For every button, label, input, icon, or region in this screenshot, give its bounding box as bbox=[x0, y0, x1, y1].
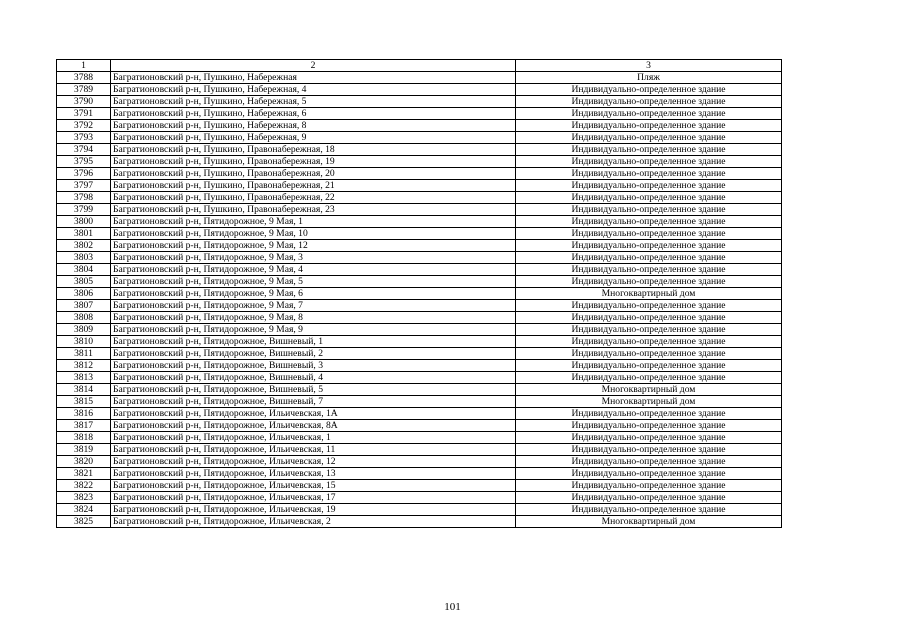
address-cell: Багратионовский р-н, Пятидорожное, 9 Мая, 3 bbox=[111, 252, 516, 264]
object-type-cell: Индивидуально-определенное здание bbox=[516, 492, 782, 504]
object-type-cell: Многоквартирный дом bbox=[516, 288, 782, 300]
address-cell: Багратионовский р-н, Пятидорожное, 9 Мая, 9 bbox=[111, 324, 516, 336]
address-cell: Багратионовский р-н, Пятидорожное, 9 Мая, 8 bbox=[111, 312, 516, 324]
address-cell: Багратионовский р-н, Пятидорожное, Ильичевская, 2 bbox=[111, 516, 516, 528]
row-number-cell: 3802 bbox=[57, 240, 111, 252]
row-number-cell: 3817 bbox=[57, 420, 111, 432]
object-type-cell: Индивидуально-определенное здание bbox=[516, 84, 782, 96]
row-number-cell: 3811 bbox=[57, 348, 111, 360]
table-row bbox=[57, 132, 782, 144]
object-type-cell: Индивидуально-определенное здание bbox=[516, 480, 782, 492]
object-type-cell: Индивидуально-определенное здание bbox=[516, 300, 782, 312]
row-number-cell: 3806 bbox=[57, 288, 111, 300]
row-number-cell: 3794 bbox=[57, 144, 111, 156]
object-type-cell: Индивидуально-определенное здание bbox=[516, 504, 782, 516]
row-number-cell: 3795 bbox=[57, 156, 111, 168]
object-type-cell: Индивидуально-определенное здание bbox=[516, 408, 782, 420]
object-type-cell: Индивидуально-определенное здание bbox=[516, 420, 782, 432]
object-type-cell: Многоквартирный дом bbox=[516, 516, 782, 528]
row-number-cell: 3813 bbox=[57, 372, 111, 384]
row-number-cell: 3809 bbox=[57, 324, 111, 336]
table-row bbox=[57, 456, 782, 468]
object-type-cell: Индивидуально-определенное здание bbox=[516, 252, 782, 264]
object-type-cell: Индивидуально-определенное здание bbox=[516, 312, 782, 324]
table-row bbox=[57, 252, 782, 264]
object-type-cell: Индивидуально-определенное здание bbox=[516, 324, 782, 336]
table-body bbox=[57, 72, 782, 528]
address-cell: Багратионовский р-н, Пятидорожное, Ильичевская, 19 bbox=[111, 504, 516, 516]
object-type-cell: Индивидуально-определенное здание bbox=[516, 168, 782, 180]
property-table-container bbox=[56, 59, 781, 528]
table-row bbox=[57, 168, 782, 180]
object-type-cell: Индивидуально-определенное здание bbox=[516, 180, 782, 192]
row-number-cell: 3824 bbox=[57, 504, 111, 516]
table-row bbox=[57, 228, 782, 240]
table-row bbox=[57, 84, 782, 96]
address-cell: Багратионовский р-н, Пушкино, Набережная, 5 bbox=[111, 96, 516, 108]
address-cell: Багратионовский р-н, Пятидорожное, 9 Мая, 1 bbox=[111, 216, 516, 228]
object-type-cell: Индивидуально-определенное здание bbox=[516, 348, 782, 360]
table-row bbox=[57, 504, 782, 516]
table-row bbox=[57, 300, 782, 312]
address-cell: Багратионовский р-н, Пушкино, Набережная, 4 bbox=[111, 84, 516, 96]
table-row bbox=[57, 276, 782, 288]
address-cell: Багратионовский р-н, Пушкино, Правонабережная, 20 bbox=[111, 168, 516, 180]
table-row bbox=[57, 144, 782, 156]
object-type-cell: Индивидуально-определенное здание bbox=[516, 120, 782, 132]
object-type-cell: Индивидуально-определенное здание bbox=[516, 468, 782, 480]
row-number-cell: 3807 bbox=[57, 300, 111, 312]
address-cell: Багратионовский р-н, Пятидорожное, Вишневый, 5 bbox=[111, 384, 516, 396]
row-number-cell: 3823 bbox=[57, 492, 111, 504]
address-cell: Багратионовский р-н, Пушкино, Правонабережная, 21 bbox=[111, 180, 516, 192]
row-number-cell: 3798 bbox=[57, 192, 111, 204]
row-number-cell: 3816 bbox=[57, 408, 111, 420]
address-cell: Багратионовский р-н, Пушкино, Набережная, 9 bbox=[111, 132, 516, 144]
row-number-cell: 3821 bbox=[57, 468, 111, 480]
object-type-cell: Индивидуально-определенное здание bbox=[516, 192, 782, 204]
object-type-cell: Индивидуально-определенное здание bbox=[516, 276, 782, 288]
table-row bbox=[57, 288, 782, 300]
address-cell: Багратионовский р-н, Пятидорожное, Ильичевская, 12 bbox=[111, 456, 516, 468]
table-row bbox=[57, 336, 782, 348]
page-number: 101 bbox=[444, 601, 461, 613]
address-cell: Багратионовский р-н, Пушкино, Набережная, 8 bbox=[111, 120, 516, 132]
row-number-cell: 3803 bbox=[57, 252, 111, 264]
table-row bbox=[57, 360, 782, 372]
object-type-cell: Многоквартирный дом bbox=[516, 384, 782, 396]
object-type-cell: Индивидуально-определенное здание bbox=[516, 204, 782, 216]
row-number-cell: 3792 bbox=[57, 120, 111, 132]
table-row bbox=[57, 396, 782, 408]
table-row bbox=[57, 492, 782, 504]
object-type-cell: Индивидуально-определенное здание bbox=[516, 156, 782, 168]
table-row bbox=[57, 108, 782, 120]
column-header-type: 3 bbox=[516, 60, 782, 72]
table-row bbox=[57, 372, 782, 384]
address-cell: Багратионовский р-н, Пятидорожное, Вишневый, 7 bbox=[111, 396, 516, 408]
row-number-cell: 3793 bbox=[57, 132, 111, 144]
object-type-cell: Индивидуально-определенное здание bbox=[516, 456, 782, 468]
row-number-cell: 3818 bbox=[57, 432, 111, 444]
row-number-cell: 3820 bbox=[57, 456, 111, 468]
address-cell: Багратионовский р-н, Пятидорожное, Ильичевская, 11 bbox=[111, 444, 516, 456]
table-row bbox=[57, 96, 782, 108]
table-row bbox=[57, 480, 782, 492]
row-number-cell: 3788 bbox=[57, 72, 111, 84]
table-row bbox=[57, 384, 782, 396]
column-header-address: 2 bbox=[111, 60, 516, 72]
table-row bbox=[57, 516, 782, 528]
object-type-cell: Индивидуально-определенное здание bbox=[516, 372, 782, 384]
row-number-cell: 3805 bbox=[57, 276, 111, 288]
object-type-cell: Пляж bbox=[516, 72, 782, 84]
object-type-cell: Индивидуально-определенное здание bbox=[516, 108, 782, 120]
address-cell: Багратионовский р-н, Пятидорожное, 9 Мая, 5 bbox=[111, 276, 516, 288]
row-number-cell: 3796 bbox=[57, 168, 111, 180]
row-number-cell: 3825 bbox=[57, 516, 111, 528]
table-row bbox=[57, 72, 782, 84]
table-row bbox=[57, 432, 782, 444]
address-cell: Багратионовский р-н, Пушкино, Набережная bbox=[111, 72, 516, 84]
address-cell: Багратионовский р-н, Пятидорожное, Ильичевская, 15 bbox=[111, 480, 516, 492]
object-type-cell: Индивидуально-определенное здание bbox=[516, 444, 782, 456]
table-row bbox=[57, 204, 782, 216]
table-row bbox=[57, 192, 782, 204]
address-cell: Багратионовский р-н, Пятидорожное, Вишневый, 4 bbox=[111, 372, 516, 384]
row-number-cell: 3789 bbox=[57, 84, 111, 96]
row-number-cell: 3804 bbox=[57, 264, 111, 276]
address-cell: Багратионовский р-н, Пушкино, Набережная, 6 bbox=[111, 108, 516, 120]
row-number-cell: 3814 bbox=[57, 384, 111, 396]
object-type-cell: Индивидуально-определенное здание bbox=[516, 96, 782, 108]
address-cell: Багратионовский р-н, Пушкино, Правонабережная, 22 bbox=[111, 192, 516, 204]
object-type-cell: Индивидуально-определенное здание bbox=[516, 228, 782, 240]
address-cell: Багратионовский р-н, Пятидорожное, Ильичевская, 8А bbox=[111, 420, 516, 432]
row-number-cell: 3800 bbox=[57, 216, 111, 228]
address-cell: Багратионовский р-н, Пушкино, Правонабережная, 23 bbox=[111, 204, 516, 216]
row-number-cell: 3819 bbox=[57, 444, 111, 456]
address-cell: Багратионовский р-н, Пятидорожное, 9 Мая, 10 bbox=[111, 228, 516, 240]
object-type-cell: Многоквартирный дом bbox=[516, 396, 782, 408]
row-number-cell: 3799 bbox=[57, 204, 111, 216]
row-number-cell: 3791 bbox=[57, 108, 111, 120]
address-cell: Багратионовский р-н, Пятидорожное, Вишневый, 1 bbox=[111, 336, 516, 348]
table-row bbox=[57, 156, 782, 168]
column-header-number: 1 bbox=[57, 60, 111, 72]
row-number-cell: 3790 bbox=[57, 96, 111, 108]
row-number-cell: 3815 bbox=[57, 396, 111, 408]
row-number-cell: 3822 bbox=[57, 480, 111, 492]
object-type-cell: Индивидуально-определенное здание bbox=[516, 240, 782, 252]
object-type-cell: Индивидуально-определенное здание bbox=[516, 132, 782, 144]
row-number-cell: 3801 bbox=[57, 228, 111, 240]
table-row bbox=[57, 468, 782, 480]
address-cell: Багратионовский р-н, Пушкино, Правонабережная, 18 bbox=[111, 144, 516, 156]
table-row bbox=[57, 240, 782, 252]
address-cell: Багратионовский р-н, Пятидорожное, Ильичевская, 13 bbox=[111, 468, 516, 480]
object-type-cell: Индивидуально-определенное здание bbox=[516, 360, 782, 372]
table-row bbox=[57, 420, 782, 432]
address-cell: Багратионовский р-н, Пятидорожное, Ильичевская, 1 bbox=[111, 432, 516, 444]
table-row bbox=[57, 408, 782, 420]
table-row bbox=[57, 312, 782, 324]
object-type-cell: Индивидуально-определенное здание bbox=[516, 336, 782, 348]
address-cell: Багратионовский р-н, Пятидорожное, 9 Мая, 4 bbox=[111, 264, 516, 276]
address-cell: Багратионовский р-н, Пятидорожное, 9 Мая, 6 bbox=[111, 288, 516, 300]
property-table bbox=[56, 59, 782, 528]
object-type-cell: Индивидуально-определенное здание bbox=[516, 264, 782, 276]
object-type-cell: Индивидуально-определенное здание bbox=[516, 144, 782, 156]
object-type-cell: Индивидуально-определенное здание bbox=[516, 216, 782, 228]
table-header-row bbox=[57, 60, 782, 72]
table-row bbox=[57, 348, 782, 360]
table-row bbox=[57, 120, 782, 132]
table-row bbox=[57, 444, 782, 456]
address-cell: Багратионовский р-н, Пятидорожное, Вишневый, 3 bbox=[111, 360, 516, 372]
table-row bbox=[57, 180, 782, 192]
object-type-cell: Индивидуально-определенное здание bbox=[516, 432, 782, 444]
address-cell: Багратионовский р-н, Пятидорожное, 9 Мая, 7 bbox=[111, 300, 516, 312]
row-number-cell: 3810 bbox=[57, 336, 111, 348]
row-number-cell: 3812 bbox=[57, 360, 111, 372]
table-row bbox=[57, 216, 782, 228]
table-row bbox=[57, 264, 782, 276]
row-number-cell: 3808 bbox=[57, 312, 111, 324]
table-row bbox=[57, 324, 782, 336]
row-number-cell: 3797 bbox=[57, 180, 111, 192]
address-cell: Багратионовский р-н, Пятидорожное, Ильичевская, 17 bbox=[111, 492, 516, 504]
address-cell: Багратионовский р-н, Пятидорожное, 9 Мая, 12 bbox=[111, 240, 516, 252]
address-cell: Багратионовский р-н, Пятидорожное, Ильичевская, 1А bbox=[111, 408, 516, 420]
address-cell: Багратионовский р-н, Пушкино, Правонабережная, 19 bbox=[111, 156, 516, 168]
address-cell: Багратионовский р-н, Пятидорожное, Вишневый, 2 bbox=[111, 348, 516, 360]
